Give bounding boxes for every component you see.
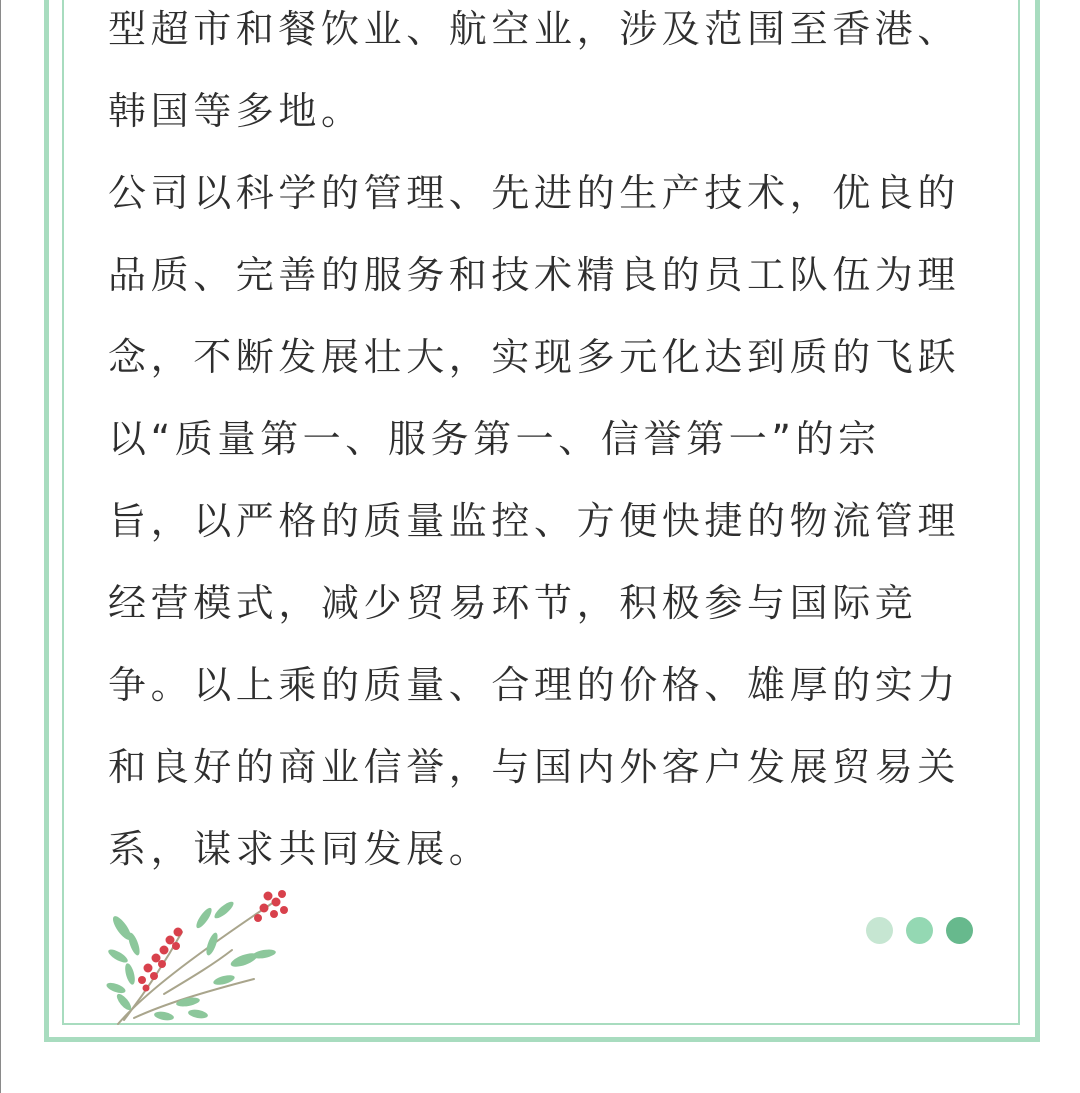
page-indicator-dots (866, 917, 973, 944)
text-line-5: 念，不断发展壮大，实现多元化达到质的飞跃 (108, 335, 961, 379)
dot-dark (946, 917, 973, 944)
text-line-8: 经营模式，减少贸易环节，积极参与国际竞 (108, 581, 918, 625)
dot-light (866, 917, 893, 944)
text-line-11: 系，谋求共同发展。 (108, 827, 492, 871)
text-line-4: 品质、完善的服务和技术精良的员工队伍为理 (108, 253, 961, 297)
article-body (108, 0, 961, 902)
text-line-7: 旨，以严格的质量监控、方便快捷的物流管理 (108, 499, 961, 543)
text-line-9: 争。以上乘的质量、合理的价格、雄厚的实力 (108, 663, 961, 707)
text-line-6: 以“质量第一、服务第一、信誉第一”的宗 (108, 417, 881, 461)
text-line-3: 公司以科学的管理、先进的生产技术，优良的 (108, 171, 961, 215)
berry-branch-icon (104, 884, 300, 1026)
text-line-2: 韩国等多地。 (108, 89, 364, 133)
text-line-10: 和良好的商业信誉，与国内外客户发展贸易关 (108, 745, 961, 789)
dot-medium (906, 917, 933, 944)
page-edge (0, 0, 1, 1093)
text-line-1: 型超市和餐饮业、航空业，涉及范围至香港、 (108, 7, 961, 51)
